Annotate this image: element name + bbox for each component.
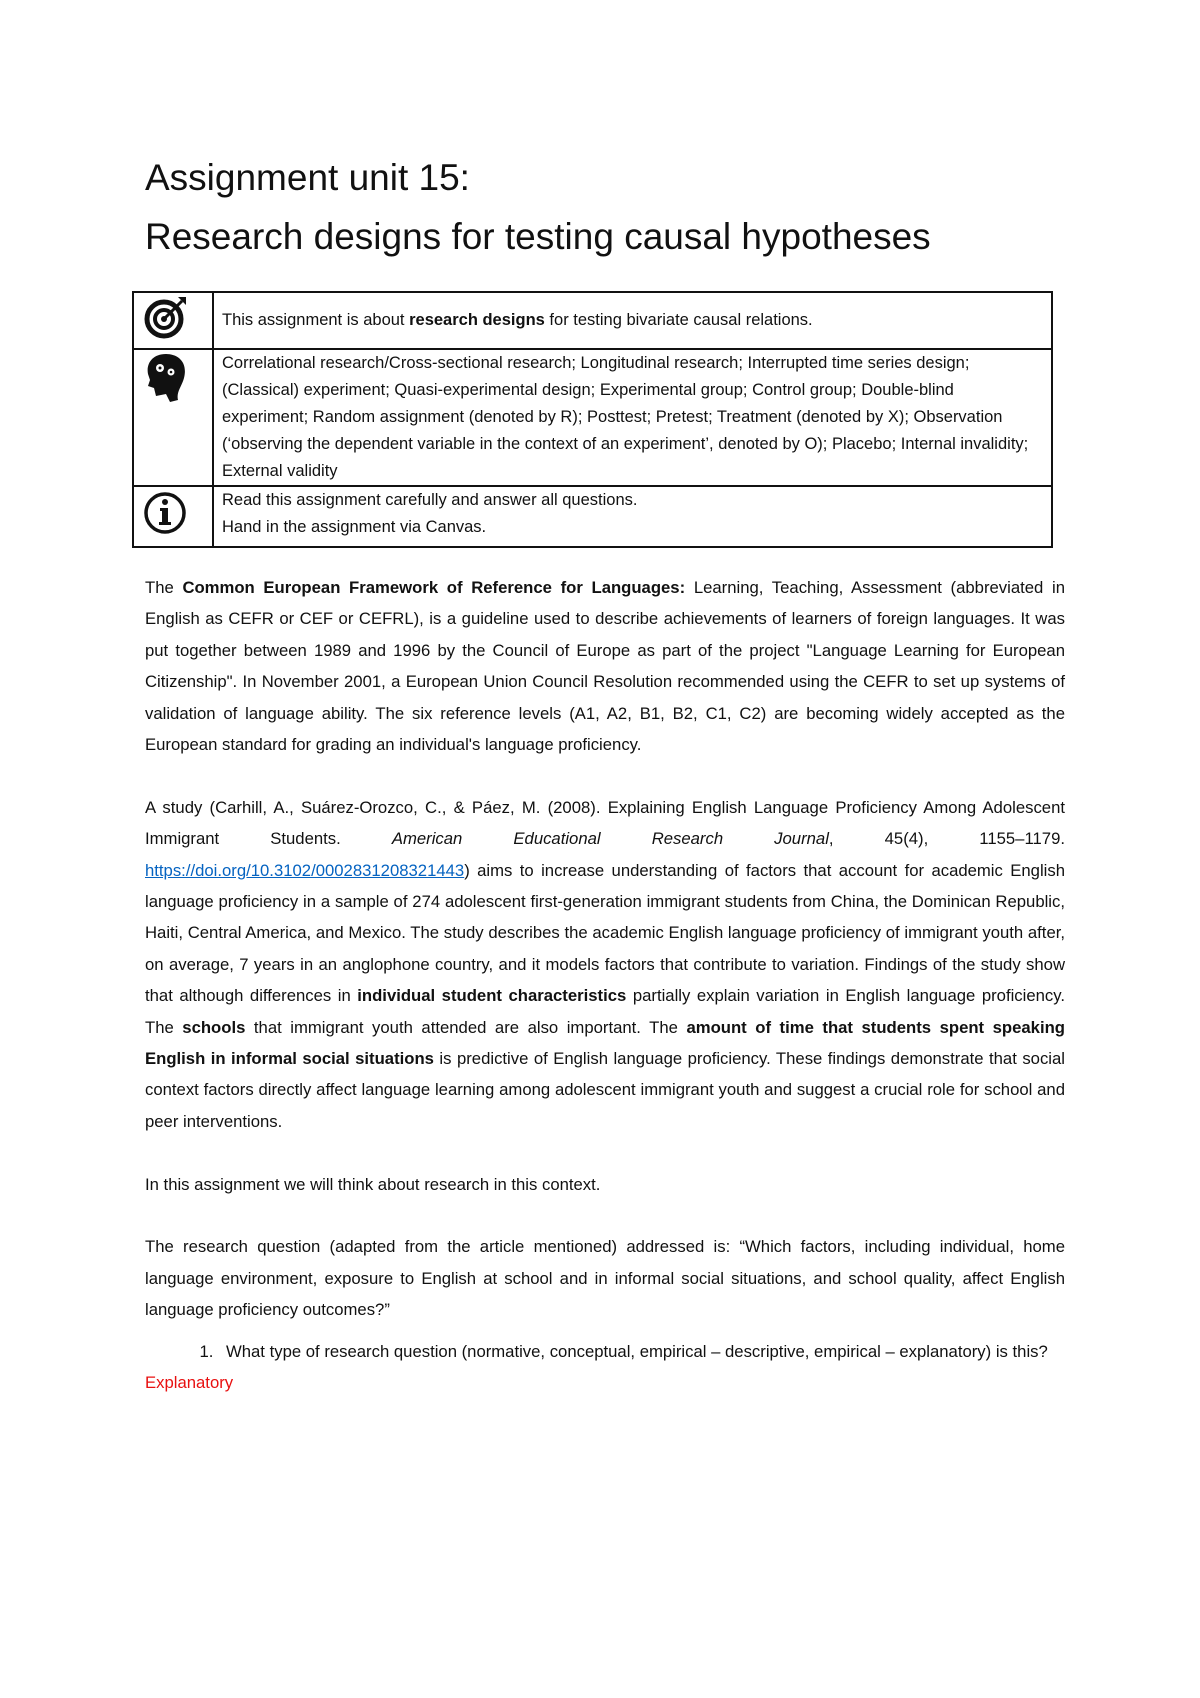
question-item: 1. What type of research question (normative, conceptual, empirical – descriptive, empirical – explanatory) is this? bbox=[218, 1336, 1065, 1367]
cefr-paragraph: The Common European Framework of Reference for Languages: Learning, Teaching, Assessment (abbreviated in English as CEFR or CEF or CEFRL), is a guideline used to describe achievements of learners of foreign languages. It was put together between 1989 and 1996 by the Council of Europe as part of the project "Language Learning for European Citizenship". In November 2001, a European Union Council Resolution recommended using the CEFR to set up systems of validation of language ability. The six reference levels (A1, A2, B1, B2, C1, C2) are becoming widely accepted as the European standard for grading an individual's language proficiency. bbox=[145, 578, 1065, 755]
concepts-row bbox=[133, 349, 1052, 486]
document-body bbox=[145, 572, 1065, 1399]
goal-text: This assignment is about research designs for testing bivariate causal relations. bbox=[213, 292, 1052, 349]
target-icon bbox=[133, 292, 213, 349]
research-question-paragraph: The research question (adapted from the article mentioned) addressed is: “Which factors, including individual, home language environment, exposure to English at school and in informal social situations, and school quality, affect English language proficiency outcomes?” bbox=[145, 1237, 1065, 1320]
goal-row bbox=[133, 292, 1052, 349]
title-line-1: Assignment unit 15: bbox=[145, 157, 470, 198]
doi-link[interactable]: https://doi.org/10.3102/0002831208321443 bbox=[145, 860, 465, 880]
head-gears-icon bbox=[133, 349, 213, 486]
instructions-text: Read this assignment carefully and answer all questions. Hand in the assignment via Canvas. bbox=[213, 486, 1052, 547]
concepts-text: Correlational research/Cross-sectional research; Longitudinal research; Interrupted time series design; (Classical) experiment; Quasi-experimental design; Experimental group; Control group; Double-blind experiment; Random assignment (denoted by R); Posttest; Pretest; Treatment (denoted by X); Observation (‘observing the dependent variable in the context of an experiment’, denoted by O); Placebo; Internal invalidity; External validity bbox=[213, 349, 1052, 486]
answer-text: Explanatory bbox=[145, 1373, 234, 1393]
info-icon bbox=[133, 486, 213, 547]
page-title bbox=[145, 148, 931, 266]
instructions-row bbox=[133, 486, 1052, 547]
context-paragraph: In this assignment we will think about research in this context. bbox=[145, 1174, 601, 1194]
question-list bbox=[145, 1336, 1065, 1367]
info-table bbox=[132, 291, 1053, 548]
study-paragraph: A study (Carhill, A., Suárez-Orozco, C., & Páez, M. (2008). Explaining English Language Proficiency Among Adolescent Immigrant Students. American Educational Research Journal, 45(4), 1155–1179. https://doi.org/10.3102/0002831208321443) aims to increase understanding of factors that account for academic English language proficiency in a sample of 274 adolescent first-generation immigrant students from China, the Dominican Republic, Haiti, Central America, and Mexico. The study describes the academic English language proficiency of immigrant youth after, on average, 7 years in an anglophone country, and it models factors that contribute to variation. Findings of the study show that although differences in individual student characteristics partially explain variation in English language proficiency. The schools that immigrant youth attended are also important. The amount of time that students spent speaking English in informal social situations is predictive of English language proficiency. These findings demonstrate that social context factors directly affect language learning among adolescent immigrant youth and suggest a crucial role for school and peer interventions. bbox=[145, 797, 1065, 1131]
title-line-2: Research designs for testing causal hypotheses bbox=[145, 216, 931, 257]
